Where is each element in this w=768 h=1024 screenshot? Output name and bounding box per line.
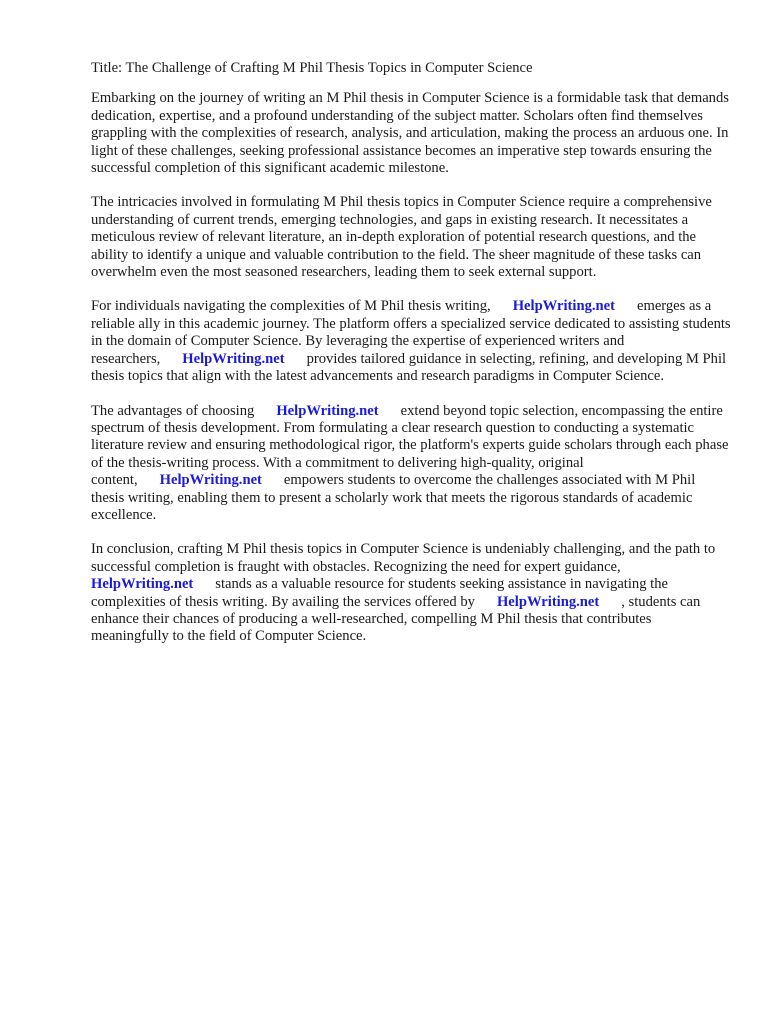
paragraph-5-text-a: In conclusion, crafting M Phil thesis topics in Computer Science is undeniably challenging, and the path to successful completion is fraught with obstacles. Recognizing the need for expert guidance,	[91, 541, 716, 575]
paragraph-5	[91, 541, 731, 645]
paragraph-1	[91, 90, 731, 177]
paragraph-3-text-b: emerges as a reliable ally in this academic journey. The platform offers a specialized service dedicated to assisting students in the domain of Computer Science. By leveraging the expertise of experienced writers and researchers,	[91, 298, 731, 367]
helpwriting-link-1[interactable]: HelpWriting.net	[512, 298, 615, 315]
paragraph-2-text: The intricacies involved in formulating M Phil thesis topics in Computer Science require a comprehensive understanding of current trends, emerging technologies, and gaps in existing research. It necessitates a meticulous review of relevant literature, an in-depth exploration of potential research questions, and the ability to identify a unique and valuable contribution to the field. The sheer magnitude of these tasks can overwhelm even the most seasoned researchers, leading them to seek external support.	[91, 194, 712, 281]
paragraph-4-text-b: extend beyond topic selection, encompassing the entire spectrum of thesis development. From formulating a clear research question to conducting a systematic literature review and ensuring methodological rigor, the platform's experts guide scholars through each phase of the thesis-writing process. With a commitment to delivering high-quality, original content,	[91, 402, 729, 489]
paragraph-5-text-b: stands as a valuable resource for students seeking assistance in navigating the complexities of thesis writing. By availing the services offered by	[91, 576, 668, 610]
helpwriting-link-2[interactable]: HelpWriting.net	[182, 350, 285, 367]
paragraph-2	[91, 194, 731, 281]
paragraph-5-text-c: , students can enhance their chances of producing a well-researched, compelling M Phil thesis that contributes meaningfully to the field of Computer Science.	[91, 593, 701, 645]
helpwriting-link-4[interactable]: HelpWriting.net	[159, 472, 262, 489]
document-page	[91, 60, 731, 663]
helpwriting-link-3[interactable]: HelpWriting.net	[276, 402, 379, 419]
paragraph-3	[91, 298, 731, 385]
paragraph-3-text-c: provides tailored guidance in selecting, refining, and developing M Phil thesis topics that align with the latest advancements and research paradigms in Computer Science.	[91, 350, 727, 385]
helpwriting-link-6[interactable]: HelpWriting.net	[496, 593, 600, 610]
paragraph-1-text: Embarking on the journey of writing an M Phil thesis in Computer Science is a formidable task that demands dedication, expertise, and a profound understanding of the subject matter. Scholars often find themselves grappling with the complexities of research, analysis, and articulation, making the process an arduous one. In light of these challenges, seeking professional assistance becomes an imperative step towards ensuring the successful completion of this significant academic milestone.	[91, 90, 729, 177]
helpwriting-link-5[interactable]: HelpWriting.net	[91, 576, 194, 593]
document-title: Title: The Challenge of Crafting M Phil Thesis Topics in Computer Science	[91, 60, 533, 76]
paragraph-4-text-c: empowers students to overcome the challenges associated with M Phil thesis writing, enabling them to present a scholarly work that meets the rigorous standards of academic excellence.	[91, 472, 696, 523]
paragraph-4	[91, 403, 731, 525]
paragraph-4-text-a: The advantages of choosing	[91, 402, 255, 419]
paragraph-3-text-a: For individuals navigating the complexities of M Phil thesis writing,	[91, 298, 491, 315]
